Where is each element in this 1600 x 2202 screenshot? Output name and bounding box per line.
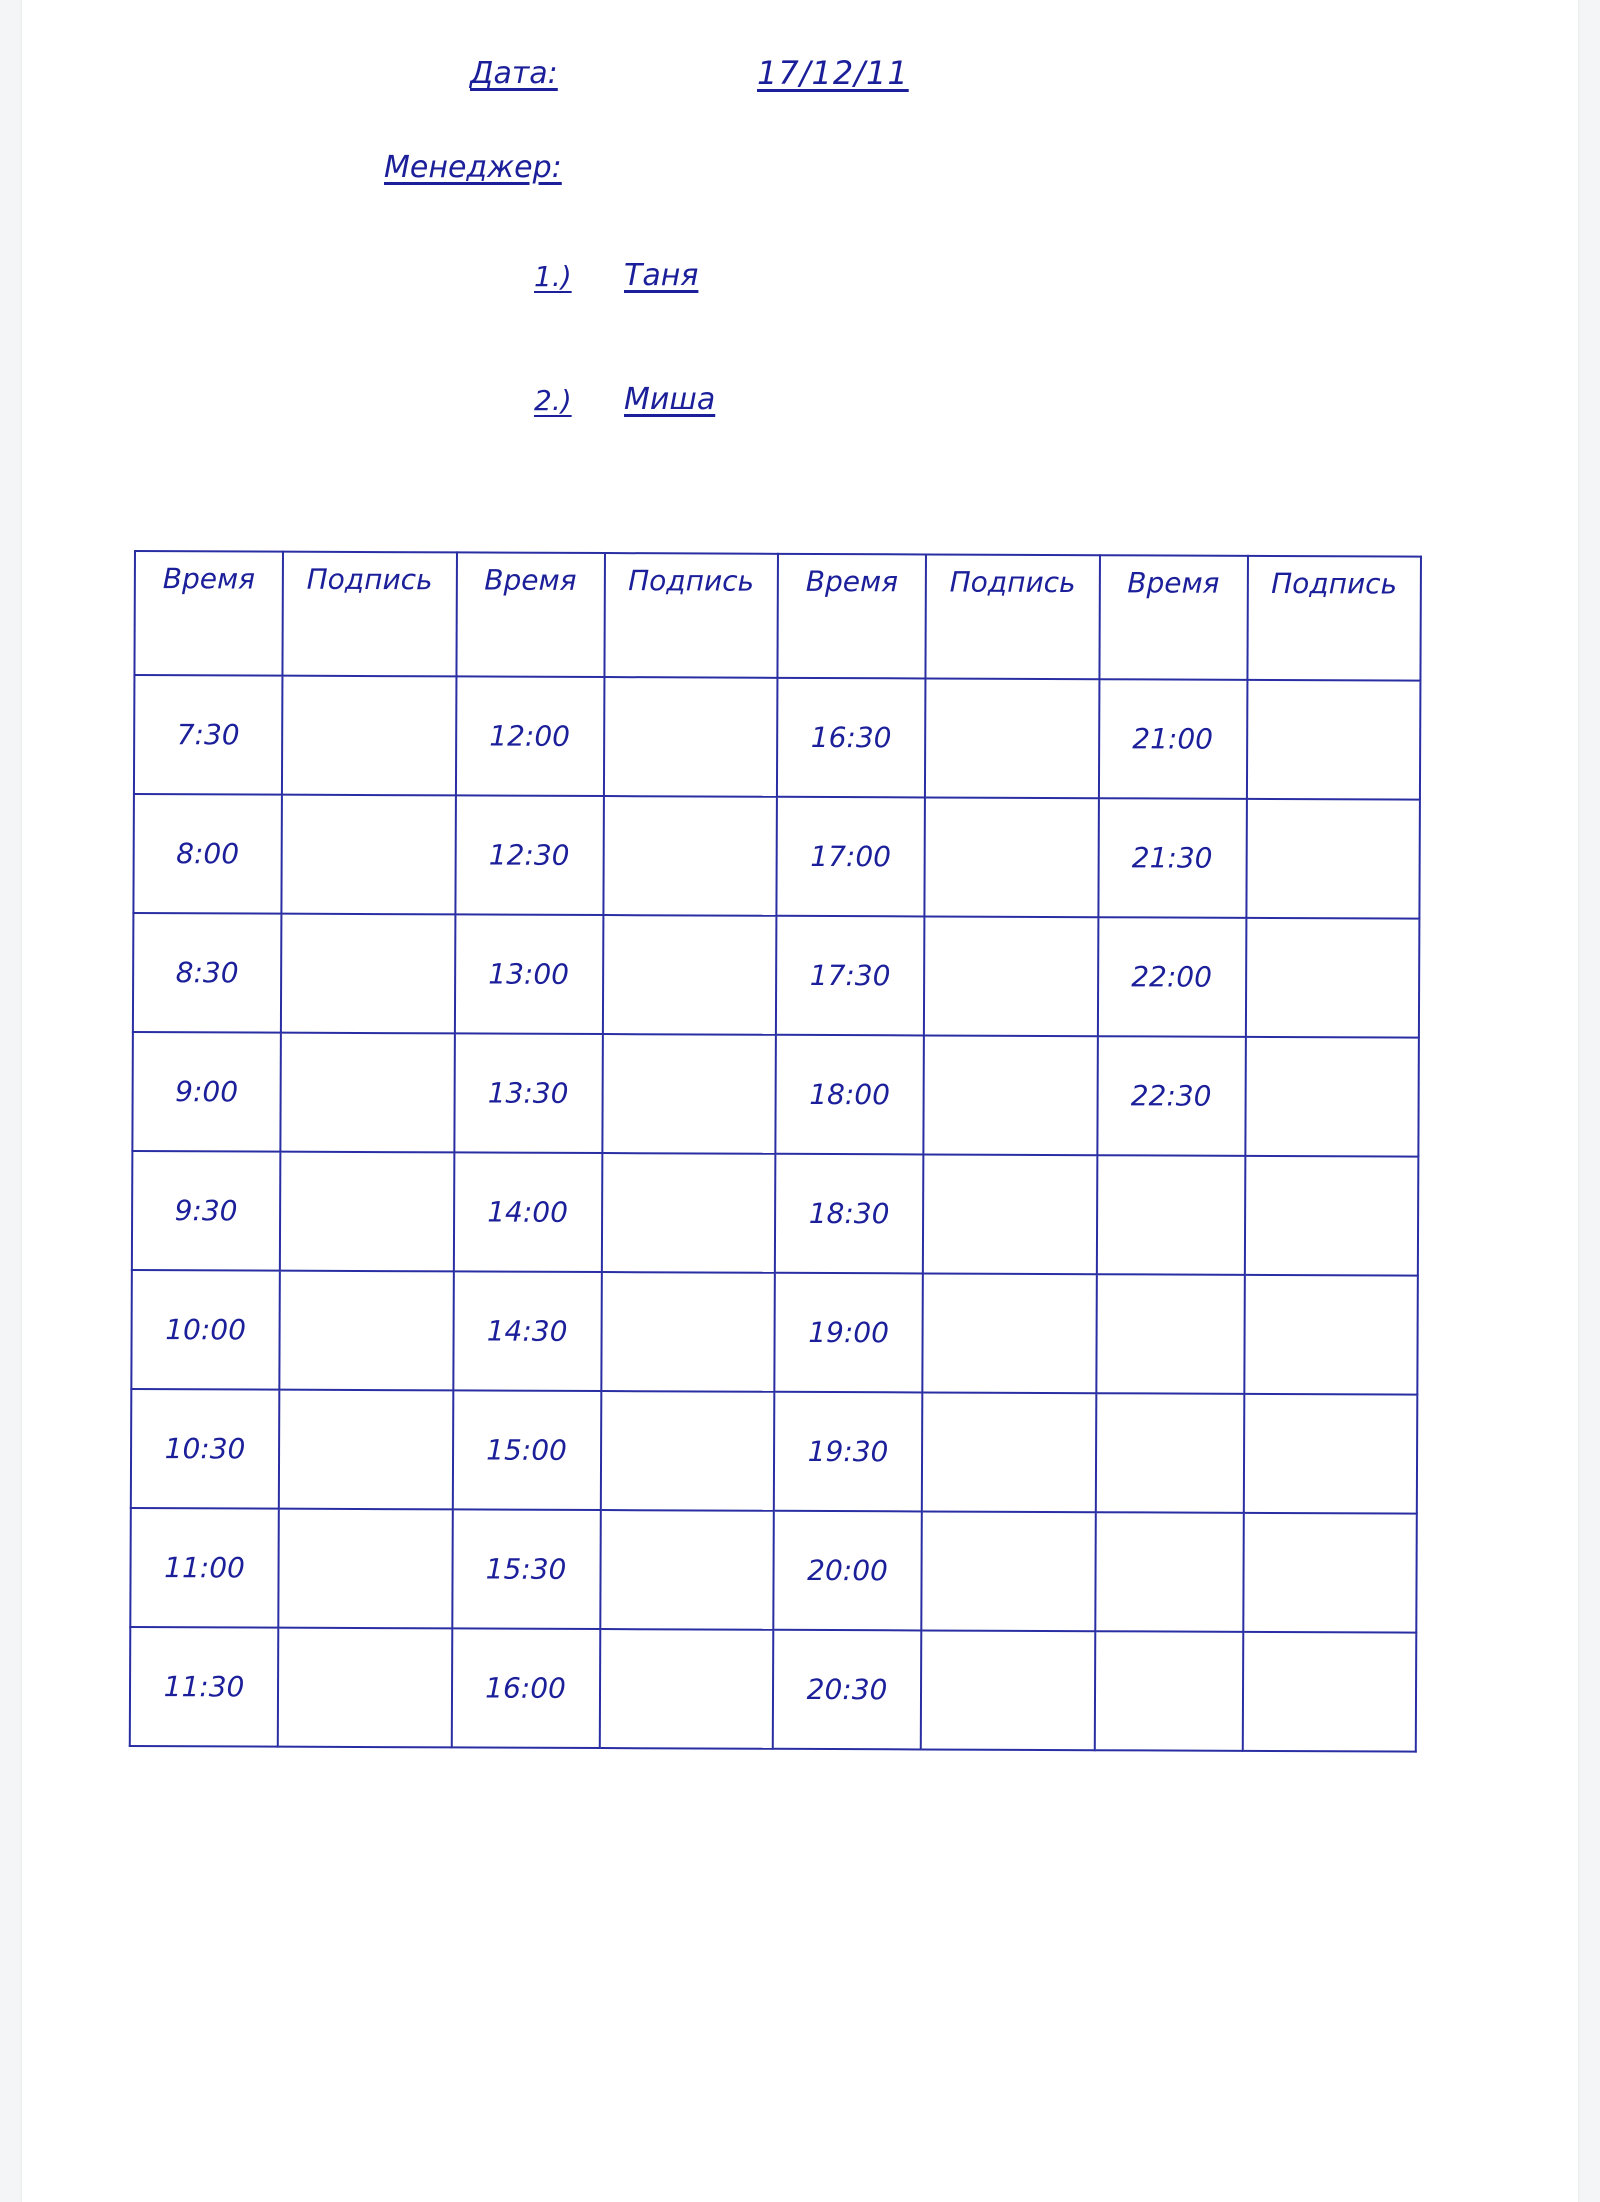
signature-cell[interactable] <box>600 1391 774 1511</box>
time-cell: 14:30 <box>453 1271 602 1391</box>
manager-2-name: Миша <box>624 382 716 417</box>
time-cell: 19:30 <box>774 1392 923 1512</box>
time-cell: 7:30 <box>134 675 283 795</box>
signature-cell[interactable] <box>1244 1275 1418 1395</box>
time-cell: 22:30 <box>1097 1036 1246 1156</box>
time-cell <box>1096 1274 1245 1394</box>
time-cell: 14:00 <box>453 1152 602 1272</box>
signature-cell[interactable] <box>599 1629 773 1749</box>
signature-cell[interactable] <box>601 1153 775 1273</box>
time-cell: 21:30 <box>1098 798 1247 918</box>
table-header-row <box>134 551 1421 681</box>
time-cell <box>1095 1512 1244 1632</box>
signature-cell[interactable] <box>1243 1394 1417 1514</box>
paper-sheet <box>22 0 1578 2202</box>
signature-cell[interactable] <box>281 914 455 1034</box>
signature-cell[interactable] <box>601 1272 775 1392</box>
time-cell: 15:30 <box>452 1509 601 1629</box>
time-cell: 20:00 <box>773 1511 922 1631</box>
header-signature: Подпись <box>604 553 778 678</box>
schedule-table <box>129 550 1422 1753</box>
manager-label: Менеджер: <box>384 150 562 185</box>
signature-cell[interactable] <box>280 1033 454 1153</box>
header-signature: Подпись <box>925 554 1099 679</box>
table-row <box>133 794 1420 919</box>
manager-1-name: Таня <box>624 258 699 293</box>
signature-cell[interactable] <box>602 915 776 1035</box>
table-row <box>132 1151 1419 1276</box>
signature-cell[interactable] <box>1242 1632 1416 1752</box>
signature-cell[interactable] <box>922 1273 1096 1393</box>
time-cell: 13:00 <box>454 914 603 1034</box>
header-time: Время <box>777 554 926 679</box>
signature-cell[interactable] <box>1246 799 1420 919</box>
table-row <box>130 1627 1417 1752</box>
signature-cell[interactable] <box>279 1271 453 1391</box>
show-through-ghost-writing: ​ <box>850 2050 854 2143</box>
header-signature: Подпись <box>282 552 456 677</box>
signature-cell[interactable] <box>602 1034 776 1154</box>
signature-cell[interactable] <box>1243 1513 1417 1633</box>
time-cell: 16:30 <box>777 678 926 798</box>
time-cell <box>1094 1631 1243 1751</box>
time-cell: 21:00 <box>1098 679 1247 799</box>
signature-cell[interactable] <box>600 1510 774 1630</box>
time-cell: 18:30 <box>775 1154 924 1274</box>
date-label: Дата: <box>470 56 558 91</box>
signature-cell[interactable] <box>922 1392 1096 1512</box>
signature-cell[interactable] <box>924 797 1098 917</box>
signature-cell[interactable] <box>279 1390 453 1510</box>
time-cell: 13:30 <box>454 1033 603 1153</box>
time-cell: 15:00 <box>452 1390 601 1510</box>
date-value: 17/12/11 <box>757 54 909 92</box>
table-row <box>133 913 1420 1038</box>
signature-cell[interactable] <box>603 677 777 797</box>
time-cell: 10:30 <box>131 1389 280 1509</box>
header-time: Время <box>1099 555 1248 680</box>
signature-cell[interactable] <box>1246 680 1420 800</box>
time-cell: 20:30 <box>773 1630 922 1750</box>
signature-cell[interactable] <box>925 678 1099 798</box>
time-cell: 19:00 <box>774 1273 923 1393</box>
table-row <box>134 675 1421 800</box>
time-cell: 8:30 <box>133 913 282 1033</box>
signature-cell[interactable] <box>921 1630 1095 1750</box>
signature-cell[interactable] <box>282 676 456 796</box>
time-cell <box>1096 1155 1245 1275</box>
table-row <box>131 1389 1418 1514</box>
time-cell: 10:00 <box>131 1270 280 1390</box>
header-time: Время <box>134 551 283 676</box>
signature-cell[interactable] <box>278 1509 452 1629</box>
table-row <box>131 1270 1418 1395</box>
signature-cell[interactable] <box>280 1152 454 1272</box>
manager-1-number: 1.) <box>534 260 572 293</box>
signature-cell[interactable] <box>281 795 455 915</box>
table-row <box>132 1032 1419 1157</box>
signature-cell[interactable] <box>1245 1037 1419 1157</box>
time-cell: 16:00 <box>451 1628 600 1748</box>
time-cell: 11:00 <box>130 1508 279 1628</box>
header-time: Время <box>456 552 605 677</box>
time-cell: 17:30 <box>776 916 925 1036</box>
time-cell: 9:00 <box>132 1032 281 1152</box>
manager-2-number: 2.) <box>534 384 572 417</box>
signature-cell[interactable] <box>923 1154 1097 1274</box>
time-cell: 18:00 <box>775 1035 924 1155</box>
time-cell: 12:00 <box>455 676 604 796</box>
time-cell: 22:00 <box>1097 917 1246 1037</box>
signature-cell[interactable] <box>278 1628 452 1748</box>
signature-cell[interactable] <box>924 916 1098 1036</box>
header-signature: Подпись <box>1247 556 1421 681</box>
time-cell: 9:30 <box>132 1151 281 1271</box>
time-cell: 11:30 <box>130 1627 279 1747</box>
time-cell <box>1095 1393 1244 1513</box>
signature-cell[interactable] <box>603 796 777 916</box>
schedule-body <box>130 675 1421 1752</box>
signature-cell[interactable] <box>1244 1156 1418 1276</box>
signature-cell[interactable] <box>923 1035 1097 1155</box>
time-cell: 8:00 <box>133 794 282 914</box>
table-row <box>130 1508 1417 1633</box>
signature-cell[interactable] <box>921 1511 1095 1631</box>
time-cell: 12:30 <box>455 795 604 915</box>
signature-cell[interactable] <box>1245 918 1419 1038</box>
time-cell: 17:00 <box>776 797 925 917</box>
